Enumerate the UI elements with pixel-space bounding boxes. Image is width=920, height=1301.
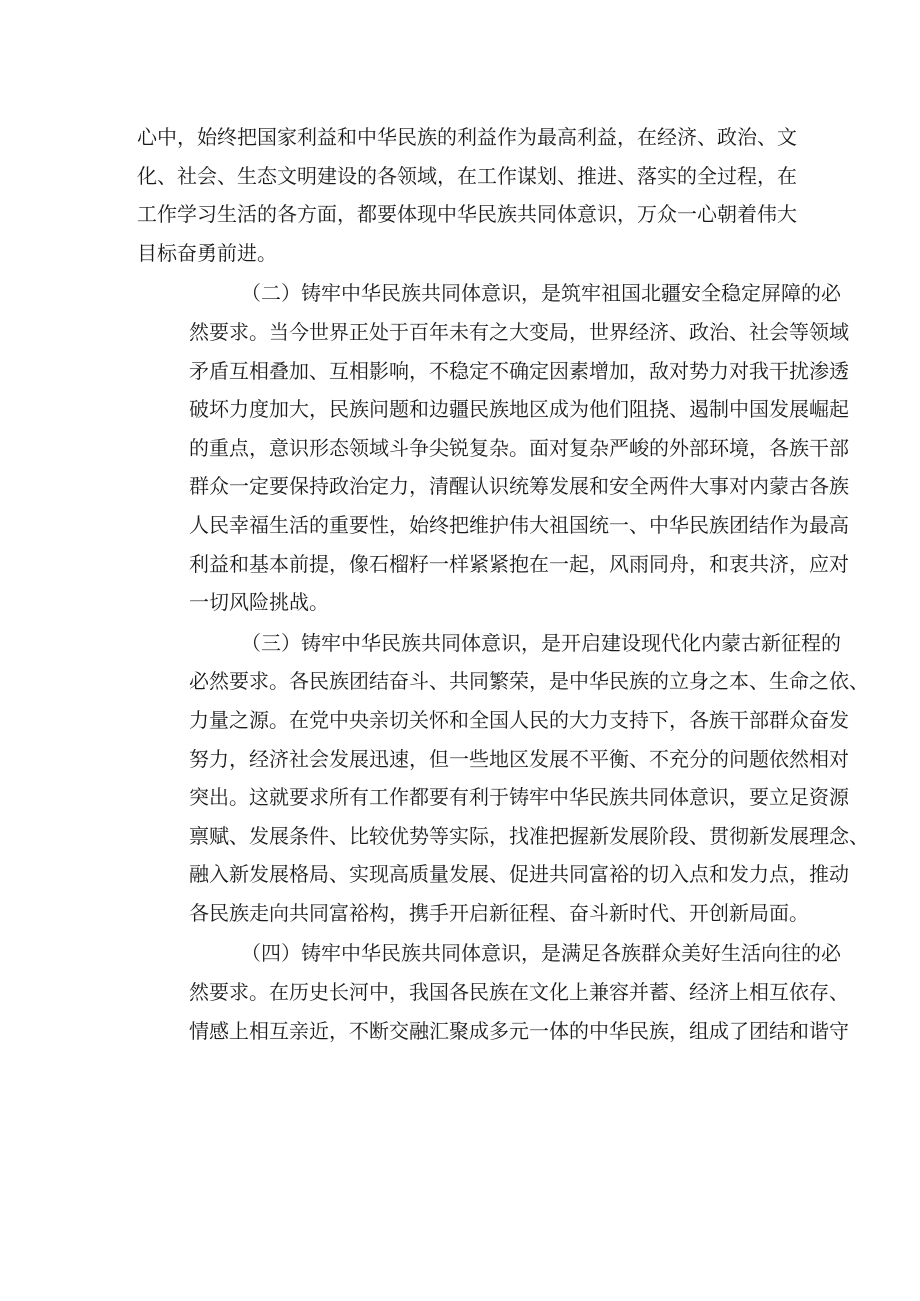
text-line: 努力，经济社会发展迅速，但一些地区发展不平衡、不充分的问题依然相对 xyxy=(189,746,849,771)
text-line: 力量之源。在党中央亲切关怀和全国人民的大力支持下，各族干部群众奋发 xyxy=(189,707,849,732)
text-line: 矛盾互相叠加、互相影响，不稳定不确定因素增加，敌对势力对我干扰渗透 xyxy=(189,358,849,383)
document-body xyxy=(137,118,869,1050)
text-line: 群众一定要保持政治定力，清醒认识统筹发展和安全两件大事对内蒙古各族 xyxy=(189,474,849,499)
text-line: 禀赋、发展条件、比较优势等实际，找准把握新发展阶段、贯彻新发展理念、 xyxy=(189,823,869,848)
text-line: （二）铸牢中华民族共同体意识，是筑牢祖国北疆安全稳定屏障的必 xyxy=(241,281,841,306)
text-line: 心中，始终把国家利益和中华民族的利益作为最高利益，在经济、政治、文 xyxy=(137,125,797,149)
text-line: 的重点，意识形态领域斗争尖锐复杂。面对复杂严峻的外部环境，各族干部 xyxy=(189,435,849,460)
text-line: 突出。这就要求所有工作都要有利于铸牢中华民族共同体意识，要立足资源 xyxy=(189,785,849,810)
text-line: 然要求。在历史长河中，我国各民族在文化上兼容并蓄、经济上相互依存、 xyxy=(189,980,849,1005)
text-line: 目标奋勇前进。 xyxy=(137,240,277,265)
text-line: （四）铸牢中华民族共同体意识，是满足各族群众美好生活向往的必 xyxy=(241,941,841,966)
text-line: 工作学习生活的各方面，都要体现中华民族共同体意识，万众一心朝着伟大 xyxy=(137,202,797,227)
paragraph-3 xyxy=(137,624,869,933)
text-line: 人民幸福生活的重要性，始终把维护伟大祖国统一、中华民族团结作为最高 xyxy=(189,512,849,537)
paragraph-2 xyxy=(137,274,849,621)
text-line: 必然要求。各民族团结奋斗、共同繁荣，是中华民族的立身之本、生命之依、 xyxy=(189,669,869,694)
text-line: 一切风险挑战。 xyxy=(189,590,329,615)
paragraph-1 xyxy=(137,118,797,272)
text-line: 情感上相互亲近，不断交融汇聚成多元一体的中华民族，组成了团结和谐守 xyxy=(189,1018,849,1043)
text-line: 然要求。当今世界正处于百年未有之大变局，世界经济、政治、社会等领域 xyxy=(189,319,849,344)
text-line: （三）铸牢中华民族共同体意识，是开启建设现代化内蒙古新征程的 xyxy=(241,630,841,655)
paragraph-4 xyxy=(137,934,849,1050)
text-line: 各民族走向共同富裕构，携手开启新征程、奋斗新时代、开创新局面。 xyxy=(189,900,809,925)
text-line: 融入新发展格局、实现高质量发展、促进共同富裕的切入点和发力点，推动 xyxy=(189,862,849,887)
text-line: 利益和基本前提，像石榴籽一样紧紧抱在一起，风雨同舟，和衷共济，应对 xyxy=(189,551,849,576)
text-line: 化、社会、生态文明建设的各领域，在工作谋划、推进、落实的全过程，在 xyxy=(137,163,797,188)
text-line: 破坏力度加大，民族问题和边疆民族地区成为他们阻挠、遏制中国发展崛起 xyxy=(189,397,849,422)
